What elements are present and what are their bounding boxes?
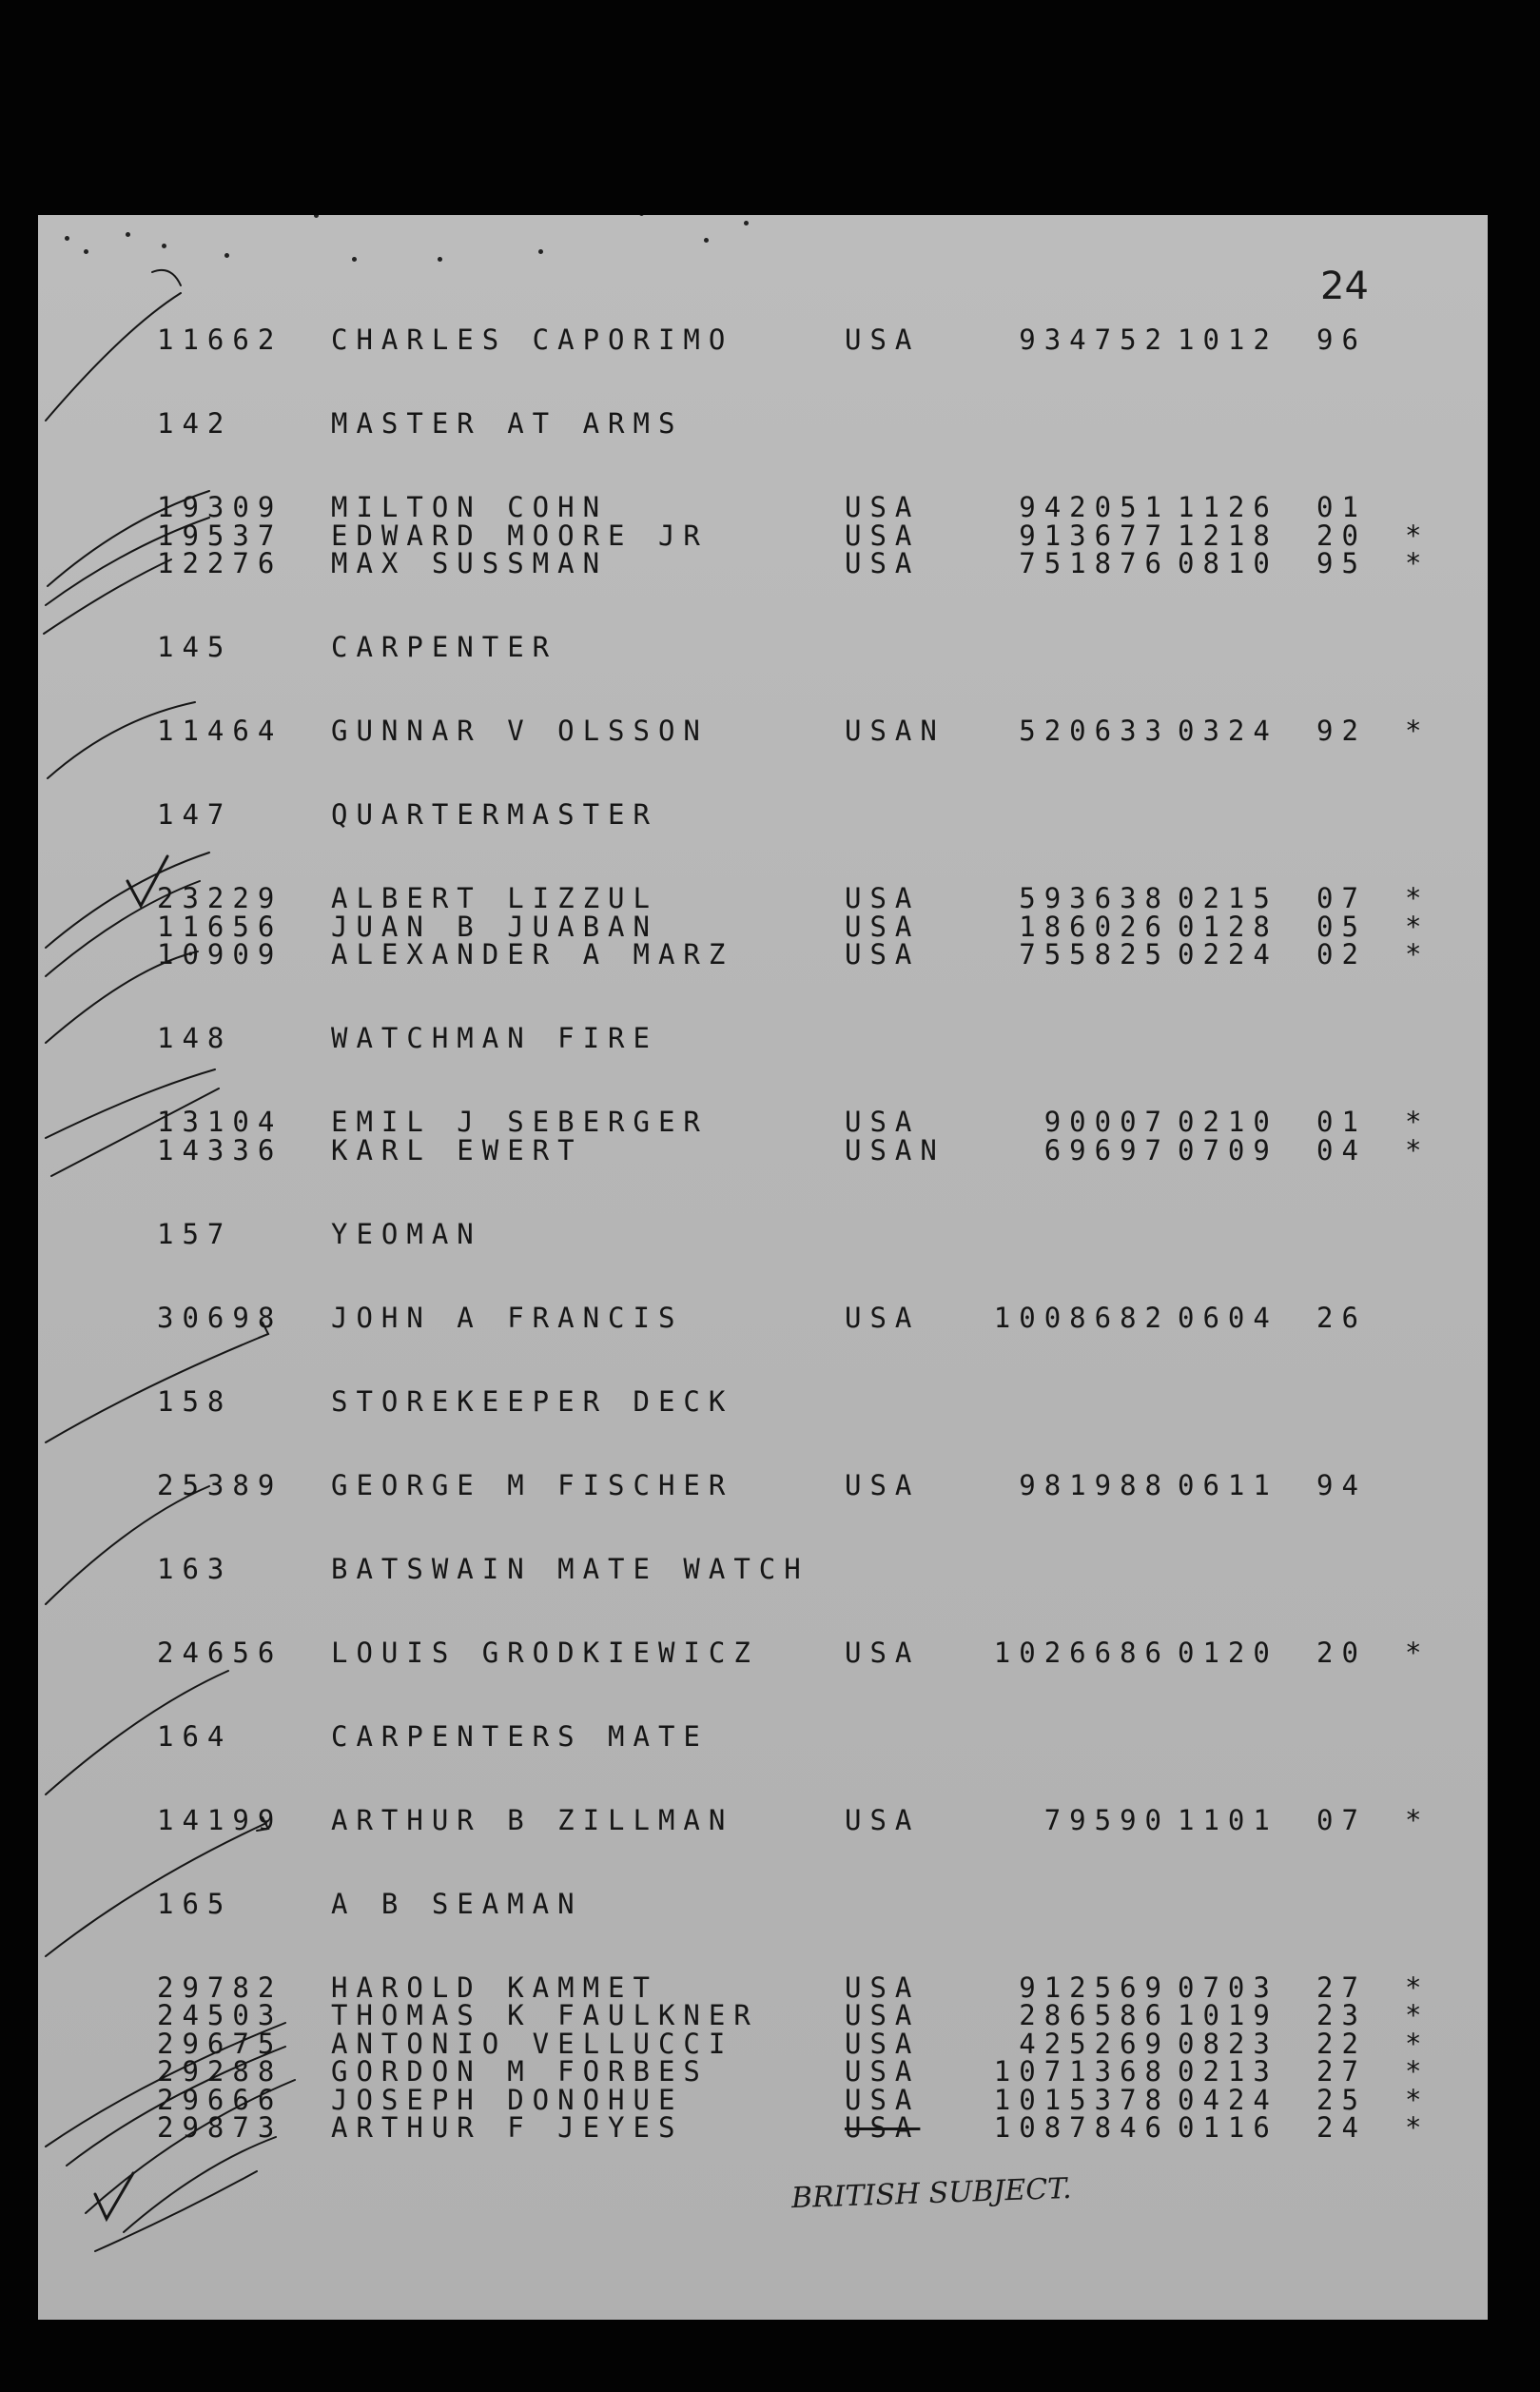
- crew-id: 29666: [157, 2083, 283, 2116]
- crew-certificate: 69697: [1043, 1133, 1170, 1167]
- crew-id: 11656: [157, 910, 283, 943]
- crew-name: LOUIS GRODKIEWICZ: [331, 1636, 759, 1669]
- crew-date: 0810: [1178, 547, 1278, 579]
- crew-date: 1101: [1178, 1803, 1278, 1836]
- crew-nationality: USA: [845, 1970, 921, 2004]
- crew-name: GUNNAR V OLSSON: [331, 715, 709, 747]
- section-code: 157: [157, 1217, 233, 1250]
- section-title: QUARTERMASTER: [331, 798, 658, 831]
- crew-name: GEORGE M FISCHER: [331, 1468, 734, 1501]
- crew-mark: *: [1405, 519, 1431, 552]
- crew-mark: *: [1405, 1106, 1431, 1138]
- crew-mark: *: [1405, 1999, 1431, 2031]
- crew-id: 10909: [157, 938, 283, 971]
- crew-year: 07: [1316, 1803, 1367, 1836]
- crew-id: 14199: [157, 1803, 283, 1836]
- crew-date: 0224: [1178, 938, 1278, 971]
- crew-name: ALEXANDER A MARZ: [331, 938, 734, 971]
- crew-nationality: USA: [845, 1803, 921, 1836]
- crew-year: 92: [1316, 715, 1367, 747]
- crew-year: 24: [1316, 2111, 1367, 2144]
- crew-mark: *: [1405, 882, 1431, 914]
- crew-year: 96: [1316, 324, 1367, 356]
- ink-check-marks: [38, 215, 1488, 2320]
- crew-year: 95: [1316, 547, 1367, 579]
- crew-date: 0213: [1178, 2055, 1278, 2088]
- crew-mark: *: [1405, 715, 1431, 747]
- document-sheet: [38, 215, 1488, 2320]
- crew-name: EMIL J SEBERGER: [331, 1106, 709, 1138]
- crew-nationality: USAN: [845, 715, 945, 747]
- crew-certificate: 934752: [1019, 324, 1170, 356]
- crew-mark: *: [1405, 1970, 1431, 2004]
- crew-name: JOSEPH DONOHUE: [331, 2083, 684, 2116]
- section-title: MASTER AT ARMS: [331, 407, 684, 440]
- crew-certificate: 1087846: [993, 2111, 1170, 2144]
- crew-mark: *: [1405, 1133, 1431, 1167]
- crew-id: 23229: [157, 882, 283, 914]
- crew-nationality: USA: [845, 324, 921, 356]
- crew-mark: *: [1405, 2083, 1431, 2116]
- crew-date: 0604: [1178, 1301, 1278, 1334]
- crew-certificate: 942051: [1019, 491, 1170, 523]
- crew-id: 30698: [157, 1301, 283, 1334]
- crew-date: 0116: [1178, 2111, 1278, 2144]
- crew-mark: *: [1405, 910, 1431, 943]
- section-code: 164: [157, 1719, 233, 1753]
- crew-certificate: 751876: [1019, 547, 1170, 579]
- crew-nationality: USA: [845, 2027, 921, 2060]
- crew-nationality: USA: [845, 938, 921, 971]
- crew-name: ARTHUR B ZILLMAN: [331, 1803, 734, 1836]
- crew-certificate: 425269: [1019, 2027, 1170, 2060]
- crew-year: 26: [1316, 1301, 1367, 1334]
- section-title: WATCHMAN FIRE: [331, 1022, 658, 1054]
- crew-nationality: USA: [845, 1636, 921, 1669]
- crew-date: 0611: [1178, 1468, 1278, 1501]
- section-title: BATSWAIN MATE WATCH: [331, 1552, 809, 1585]
- crew-certificate: 1026686: [993, 1636, 1170, 1669]
- section-code: 148: [157, 1022, 233, 1054]
- crew-certificate: 913677: [1019, 519, 1170, 552]
- crew-nationality: USAN: [845, 1133, 945, 1167]
- crew-id: 12276: [157, 547, 283, 579]
- section-code: 163: [157, 1552, 233, 1585]
- crew-date: 1019: [1178, 1999, 1278, 2031]
- crew-name: ALBERT LIZZUL: [331, 882, 658, 914]
- crew-year: 01: [1316, 1106, 1367, 1138]
- crew-id: 29782: [157, 1970, 283, 2004]
- crew-year: 20: [1316, 1636, 1367, 1669]
- crew-mark: *: [1405, 547, 1431, 579]
- crew-name: KARL EWERT: [331, 1133, 583, 1167]
- crew-year: 20: [1316, 519, 1367, 552]
- crew-date: 1012: [1178, 324, 1278, 356]
- crew-mark: *: [1405, 1636, 1431, 1669]
- crew-id: 29873: [157, 2111, 283, 2144]
- crew-certificate: 755825: [1019, 938, 1170, 971]
- crew-mark: *: [1405, 2027, 1431, 2060]
- crew-id: 19309: [157, 491, 283, 523]
- crew-date: 1218: [1178, 519, 1278, 552]
- crew-year: 22: [1316, 2027, 1367, 2060]
- section-title: CARPENTERS MATE: [331, 1719, 709, 1753]
- crew-name: ARTHUR F JEYES: [331, 2111, 684, 2144]
- crew-name: MAX SUSSMAN: [331, 547, 609, 579]
- crew-certificate: 593638: [1019, 882, 1170, 914]
- section-title: A B SEAMAN: [331, 1887, 583, 1920]
- crew-certificate: 286586: [1019, 1999, 1170, 2031]
- crew-year: 27: [1316, 2055, 1367, 2088]
- crew-name: JUAN B JUABAN: [331, 910, 658, 943]
- crew-certificate: 90007: [1043, 1106, 1170, 1138]
- crew-id: 19537: [157, 519, 283, 552]
- crew-id: 29288: [157, 2055, 283, 2088]
- crew-nationality: USA: [845, 1106, 921, 1138]
- crew-mark: *: [1405, 2111, 1431, 2144]
- crew-nationality: USA: [845, 519, 921, 552]
- crew-mark: *: [1405, 1803, 1431, 1836]
- section-code: 165: [157, 1887, 233, 1920]
- crew-year: 02: [1316, 938, 1367, 971]
- crew-date: 0210: [1178, 1106, 1278, 1138]
- crew-nationality: USA: [845, 1301, 921, 1334]
- crew-name: HAROLD KAMMET: [331, 1970, 658, 2004]
- crew-date: 0324: [1178, 715, 1278, 747]
- crew-nationality: USA: [845, 547, 921, 579]
- crew-certificate: 186026: [1019, 910, 1170, 943]
- section-title: CARPENTER: [331, 631, 558, 663]
- section-title: STOREKEEPER DECK: [331, 1384, 734, 1418]
- crew-name: MILTON COHN: [331, 491, 609, 523]
- crew-year: 23: [1316, 1999, 1367, 2031]
- crew-date: 0823: [1178, 2027, 1278, 2060]
- crew-nationality: USA: [845, 491, 921, 523]
- crew-certificate: 912569: [1019, 1970, 1170, 2004]
- crew-id: 29675: [157, 2027, 283, 2060]
- section-code: 147: [157, 798, 233, 831]
- crew-date: 0215: [1178, 882, 1278, 914]
- crew-nationality: USA: [845, 1999, 921, 2031]
- crew-id: 25389: [157, 1468, 283, 1501]
- crew-name: CHARLES CAPORIMO: [331, 324, 734, 356]
- crew-name: JOHN A FRANCIS: [331, 1301, 684, 1334]
- crew-name: THOMAS K FAULKNER: [331, 1999, 759, 2031]
- handwritten-note: BRITISH SUBJECT.: [790, 2171, 1073, 2216]
- crew-nationality: USA: [845, 910, 921, 943]
- crew-nationality: USA: [845, 882, 921, 914]
- crew-certificate: 981988: [1019, 1468, 1170, 1501]
- page-number: 24: [1320, 265, 1369, 308]
- crew-id: 14336: [157, 1133, 283, 1167]
- crew-year: 27: [1316, 1970, 1367, 2004]
- crew-mark: *: [1405, 938, 1431, 971]
- crew-year: 01: [1316, 491, 1367, 523]
- crew-certificate: 1071368: [993, 2055, 1170, 2088]
- crew-id: 24656: [157, 1636, 283, 1669]
- crew-name: EDWARD MOORE JR: [331, 519, 709, 552]
- section-code: 158: [157, 1384, 233, 1418]
- crew-year: 07: [1316, 882, 1367, 914]
- crew-nationality: USA: [845, 2111, 921, 2144]
- crew-id: 13104: [157, 1106, 283, 1138]
- crew-id: 11662: [157, 324, 283, 356]
- crew-year: 05: [1316, 910, 1367, 943]
- crew-name: ANTONIO VELLUCCI: [331, 2027, 734, 2060]
- crew-certificate: 520633: [1019, 715, 1170, 747]
- section-title: YEOMAN: [331, 1217, 482, 1250]
- crew-nationality: USA: [845, 1468, 921, 1501]
- crew-id: 11464: [157, 715, 283, 747]
- crew-name: GORDON M FORBES: [331, 2055, 709, 2088]
- crew-nationality: USA: [845, 2083, 921, 2116]
- crew-id: 24503: [157, 1999, 283, 2031]
- section-code: 142: [157, 407, 233, 440]
- crew-date: 0424: [1178, 2083, 1278, 2116]
- crew-nationality: USA: [845, 2055, 921, 2088]
- crew-certificate: 1008682: [993, 1301, 1170, 1334]
- crew-date: 0709: [1178, 1133, 1278, 1167]
- crew-date: 0703: [1178, 1970, 1278, 2004]
- crew-certificate: 1015378: [993, 2083, 1170, 2116]
- crew-date: 1126: [1178, 491, 1278, 523]
- crew-mark: *: [1405, 2055, 1431, 2088]
- crew-year: 94: [1316, 1468, 1367, 1501]
- crew-certificate: 79590: [1043, 1803, 1170, 1836]
- crew-year: 25: [1316, 2083, 1367, 2116]
- crew-year: 04: [1316, 1133, 1367, 1167]
- crew-date: 0128: [1178, 910, 1278, 943]
- crew-date: 0120: [1178, 1636, 1278, 1669]
- section-code: 145: [157, 631, 233, 663]
